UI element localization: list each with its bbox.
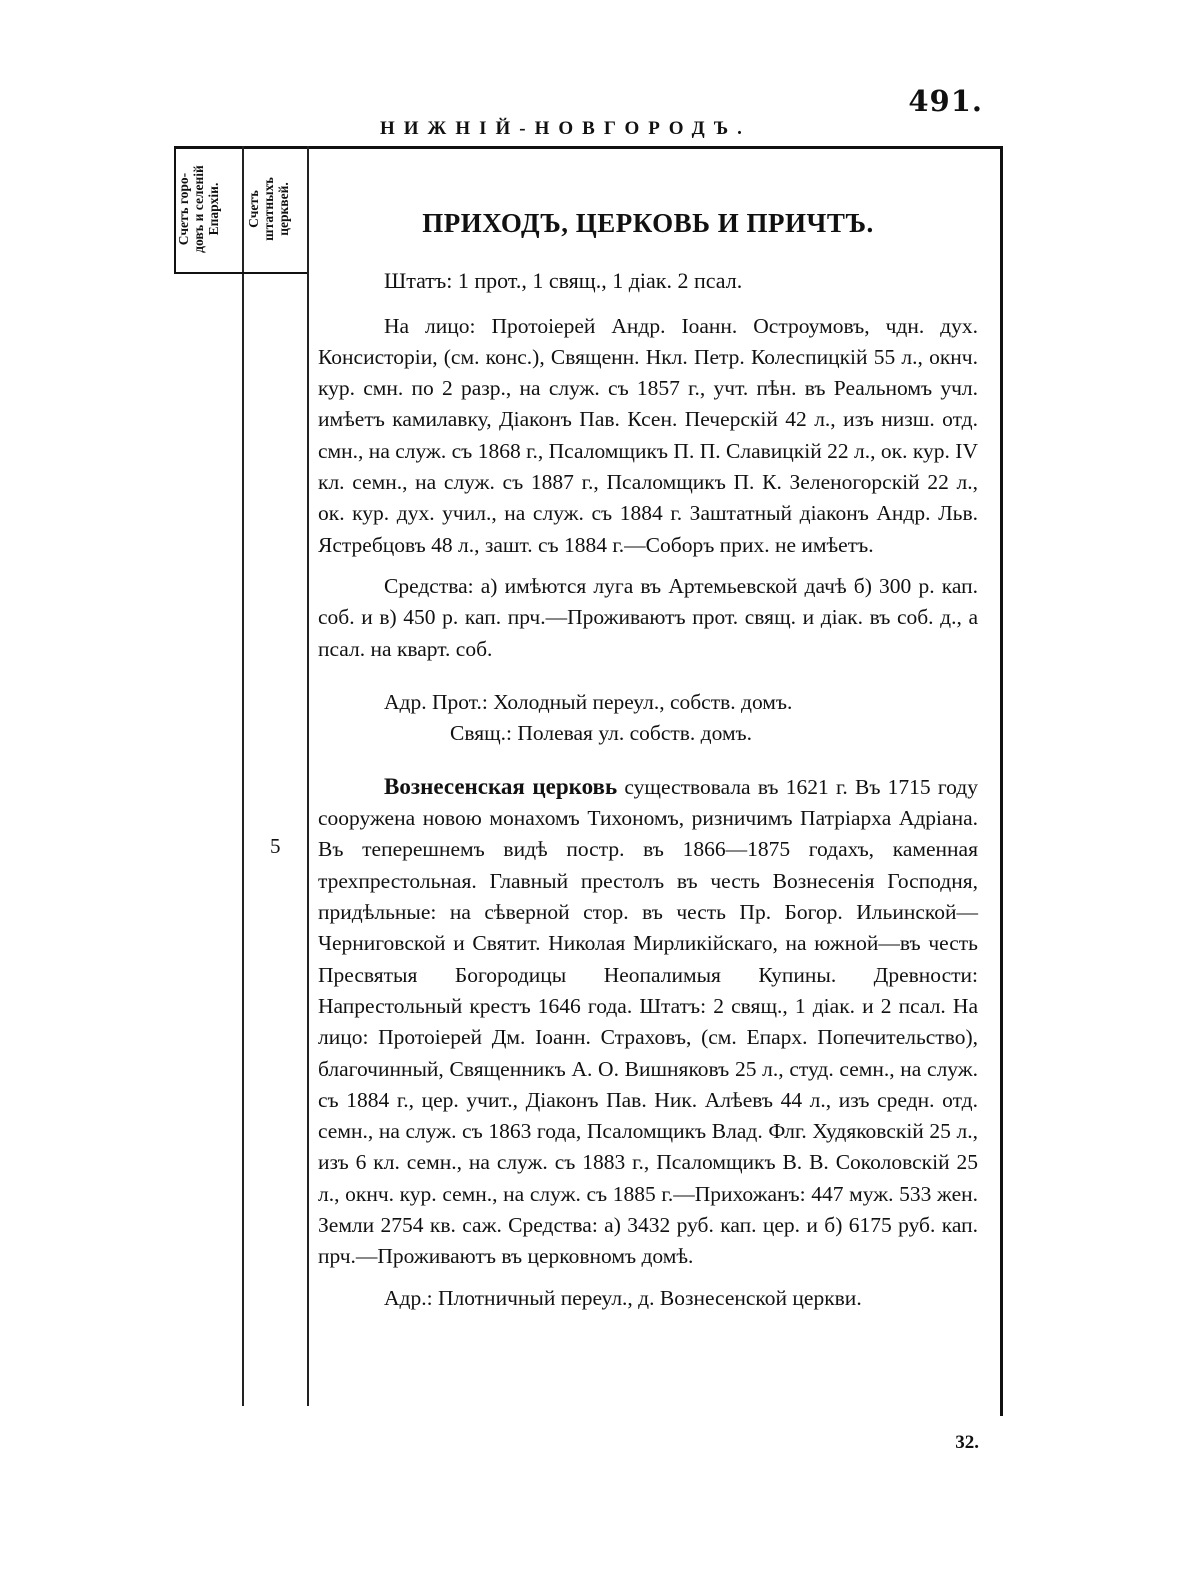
page-number: 491. — [908, 84, 983, 118]
column-header-churches-count: Счетъ штатныхъ церквей. — [246, 177, 291, 241]
column-divider-2 — [307, 146, 309, 1406]
running-head: НИЖНІЙ-НОВГОРОДЪ. — [380, 118, 751, 139]
church-paragraph — [318, 771, 978, 1273]
church-count-number: 5 — [270, 834, 281, 858]
signature-mark: 32. — [955, 1432, 979, 1453]
personnel-paragraph: На лицо: Протоіерей Андр. Іоанн. Остроумовъ, чдн. дух. Консисторіи, (см. конс.), Священн. Нкл. Петр. Колеспицкій 55 л., окнч. кур. смн. по 2 разр., на служ. съ 1857 г., учт. пѣн. въ Реальномъ учл. имѣетъ камилавку, Діаконъ Пав. Ксен. Печерскій 42 л., изъ низш. отд. смн., на служ. съ 1868 г., Псаломщикъ П. П. Славицкій 22 л., ок. кур. IV кл. семн., на служ. съ 1887 г., Псаломщикъ П. К. Зеленогорскій 22 л., ок. кур. дух. учил., на служ. съ 1884 г. Заштатный діаконъ Андр. Льв. Ястребцовъ 48 л., зашт. съ 1884 г.—Соборъ прих. не имѣетъ. — [318, 313, 978, 557]
right-rule — [1000, 146, 1003, 1416]
church-address: Адр.: Плотничный переул., д. Вознесенской церкви. — [384, 1285, 862, 1310]
church-name: Вознесенская церковь — [384, 773, 618, 799]
top-rule — [174, 146, 1003, 149]
staff-line: Штатъ: 1 прот., 1 свящ., 1 діак. 2 псал. — [384, 268, 743, 294]
address-priest: Свящ.: Полевая ул. собств. домъ. — [450, 720, 753, 745]
column-header-cities-count: Счетъ горо- довъ и селеній Епархіи. — [176, 165, 221, 253]
church-description: существовала въ 1621 г. Въ 1715 году сооружена новою монахомъ Тихономъ, ризничимъ Патріарха Адріана. Въ теперешнемъ видѣ постр. въ 1866—1875 годахъ, каменная трехпрестольная. Главный престолъ въ честь Вознесенія Господня, придѣльные: на сѣверной стор. въ честь Пр. Богор. Ильинской—Черниговской и Святит. Николая Мирликійскаго, на южной—въ честь Пресвятыя Богородицы Неопалимыя Купины. Древности: Напрестольный крестъ 1646 года. Штатъ: 2 свящ., 1 діак. и 2 псал. На лицо: Протоіерей Дм. Іоанн. Страховъ, (см. Епарх. Попечительство), благочинный, Священникъ А. О. Вишняковъ 25 л., студ. семн., на служ. съ 1884 г., цер. учит., Діаконъ Пав. Ник. Алѣевъ 44 л., изъ средн. отд. семн., на служ. съ 1863 года, Псаломщикъ Влад. Флг. Худяковскій 25 л., изъ 6 кл. семн., на служ. съ 1883 г., Псаломщикъ В. В. Соколовскій 25 л., окнч. кур. семн., на служ. съ 1885 г.—Прихожанъ: 447 муж. 533 жен. Земли 2754 кв. саж. Средства: а) 3432 руб. кап. цер. и б) 6175 руб. кап. прч.—Проживаютъ въ церковномъ домѣ. — [318, 774, 978, 1269]
main-text — [318, 196, 978, 1314]
column-divider-1 — [242, 146, 244, 1406]
section-title: ПРИХОДЪ, ЦЕРКОВЬ И ПРИЧТЪ. — [422, 208, 874, 238]
column-header-underline — [174, 272, 307, 274]
means-paragraph: Средства: а) имѣются луга въ Артемьевской дачѣ б) 300 р. кап. соб. и в) 450 р. кап. прч.—Проживаютъ прот. свящ. и діак. въ соб. д., а псал. на кварт. соб. — [318, 573, 978, 661]
address-protoiereus: Адр. Прот.: Холодный переул., собств. домъ. — [384, 689, 793, 714]
